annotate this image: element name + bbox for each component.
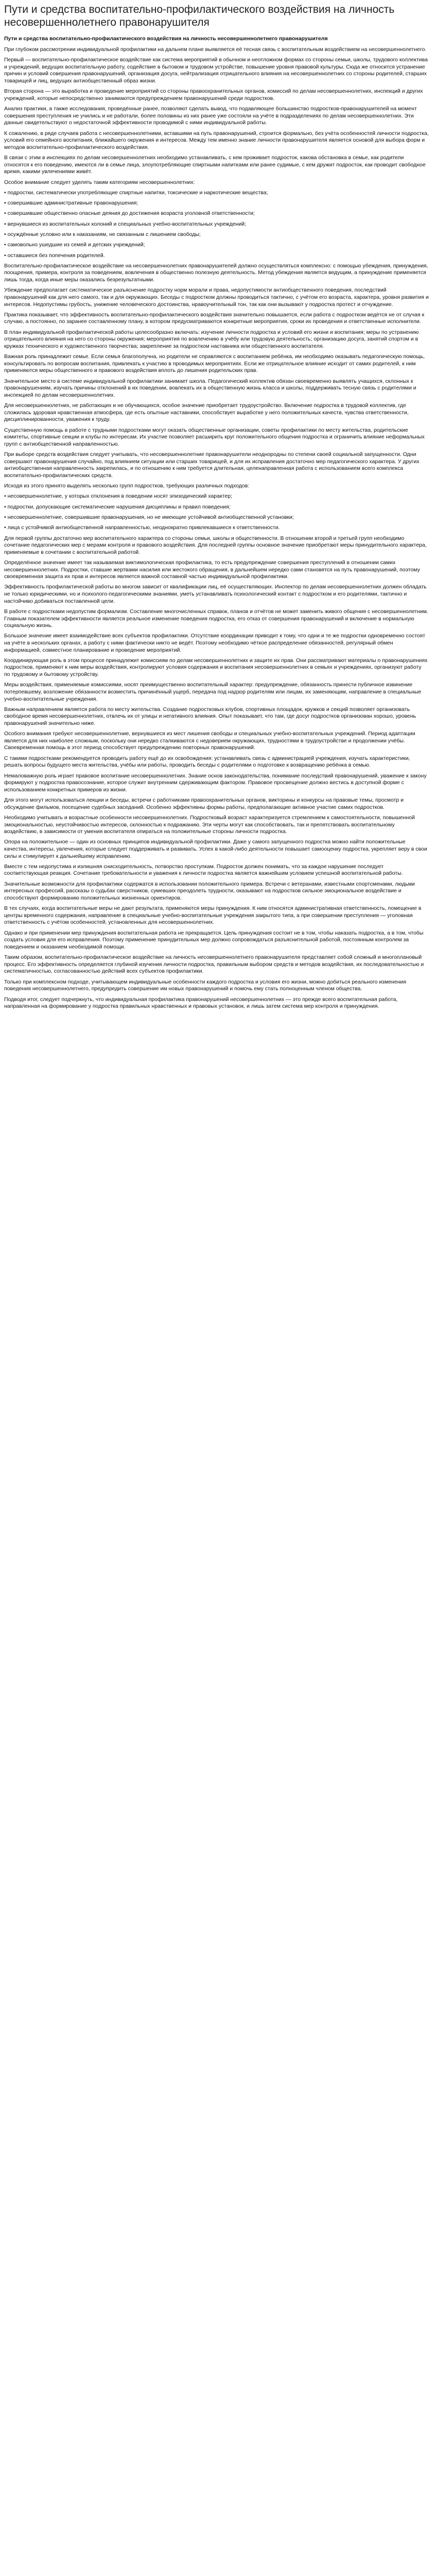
- paragraph: • несовершеннолетние, совершившие правонарушения, но не имеющие устойчивой антиобщественной установки;: [4, 514, 294, 520]
- paragraph: В работе с подростками недопустим формализм. Составление многочисленных справок, планов и отчётов не может заменить живого общения с несовершеннолетним. Главным показателем эффективности является реальное изменение поведения подростка, его отказ от совершения правонарушений и включение в нормальную социальную жизнь.: [4, 608, 428, 629]
- paragraph: • несовершеннолетние, у которых отклонения в поведении носят эпизодический характер;: [4, 493, 232, 500]
- paragraph: Подводя итог, следует подчеркнуть, что индивидуальная профилактика правонарушений несовершеннолетних — это прежде всего воспитательная работа, направленная на формирование у подростка правильных нравственных и правовых установок, и лишь затем система мер контроля и принуждения.: [4, 996, 398, 1010]
- paragraph: Однако и при применении мер принуждения воспитательная работа не прекращается. Цель принуждения состоит не в том, чтобы наказать подростка, а в том, чтобы создать условия для его исправления. Поэтому применение принудительных мер должно сопровождаться разъяснительной работой, постоянным контролем за поведением и оказанием необходимой помощи.: [4, 929, 424, 950]
- paragraph: Определённое значение имеет так называемая виктимологическая профилактика, то есть предупреждение совершения преступлений в отношении самих несовершеннолетних. Подростки, ставшие жертвами насилия или жестокого обращения, в дальнейшем нередко сами становятся на путь правонарушений, поэтому своевременная защита их прав и интересов является важной составной частью индивидуальной профилактики.: [4, 559, 420, 580]
- article-heading: Пути и средства воспитательно-профилактического воздействия на личность несовершеннолетнего правонарушителя: [4, 36, 328, 42]
- paragraph: Вторая сторона — это выработка и проведение мероприятий со стороны правоохранительных органов, комиссий по делам несовершеннолетних, инспекций и других учреждений, которые непосредственно занимаются предупреждением правонарушений среди подростков.: [4, 88, 423, 101]
- paragraph: Особое внимание следует уделять таким категориям несовершеннолетних:: [4, 179, 195, 185]
- paragraph: Для этого могут использоваться лекции и беседы, встречи с работниками правоохранительных органов, викторины и конкурсы на правовые темы, просмотр и обсуждение фильмов, посещение судебных заседаний. Особенно эффективны формы работы, предполагающие активное участие самих подростков.: [4, 797, 404, 810]
- paragraph: В план индивидуальной профилактической работы целесообразно включать: изучение личности подростка и условий его жизни и воспитания; меры по устранению отрицательного влияния на него со стороны окружения; мероприятия по вовлечению в учёбу или трудовую деятельность; организацию досуга, занятий спортом и в кружках технического и художественного творчества; закрепление за подростком наставника или общественного воспитателя.: [4, 329, 419, 349]
- paragraph: • лица с устойчивой антиобщественной направленностью, неоднократно привлекавшиеся к ответственности.: [4, 524, 280, 531]
- paragraph: Для несовершеннолетних, не работающих и не обучающихся, особое значение приобретает трудоустройство. Включение подростка в трудовой коллектив, где сложилась здоровая нравственная атмосфера, где есть опытные наставники, способствует выработке у него положительных качеств, чувства ответственности, дисциплинированности, уважения к труду.: [4, 402, 409, 423]
- paragraph: Важным направлением является работа по месту жительства. Создание подростковых клубов, спортивных площадок, кружков и секций позволяет организовать свободное время несовершеннолетних, отвлечь их от улицы и негативного влияния. Опыт показывает, что там, где досуг подростков организован хорошо, уровень правонарушений значительно ниже.: [4, 706, 416, 726]
- paragraph: Значительное место в системе индивидуальной профилактики занимает школа. Педагогический коллектив обязан своевременно выявлять учащихся, склонных к правонарушениям, изучать причины отклонений в их поведении, вовлекать их в общественную жизнь класса и школы, поддерживать тесную связь с родителями и инспекцией по делам несовершеннолетних.: [4, 378, 416, 398]
- paragraph: Первый — воспитательно-профилактическое воздействие как система мероприятий в обычном и неотложном формах со стороны семьи, школы, трудового коллектива и учреждений, ведущих воспитательную работу, содействие в бытовом и трудовом устройстве, повышение уровня правовой культуры. Сюда же относится устранение причин и условий совершения правонарушений, организация досуга, нейтрализация отрицательного влияния на несовершеннолетних со стороны родителей, старших товарищей и лиц, ведущих антиобщественный образ жизни.: [4, 57, 428, 84]
- paragraph: Исходя из этого принято выделять несколько групп подростков, требующих различных подходов:: [4, 483, 250, 489]
- paragraph: Анализ практики, а также исследования, проведённые ранее, позволяют сделать вывод, что подавляющее большинство подростков-правонарушителей на момент совершения преступления не учились и не работали, более половины из них ранее уже состояли на учёте в подразделениях по делам несовершеннолетних. Эти данные свидетельствуют о недостаточной эффективности проводимой с ними индивидуальной работы.: [4, 106, 417, 126]
- paragraph: • вернувшиеся из воспитательных колоний и специальных учебно-воспитательных учреждений;: [4, 221, 246, 227]
- paragraph: • осуждённые условно или к наказаниям, не связанным с лишением свободы;: [4, 231, 201, 238]
- page-title: Пути и средства воспитательно-профилактического воздействия на личность несовершеннолетнего правонарушителя: [4, 4, 395, 28]
- paragraph: Эффективность профилактической работы во многом зависит от квалификации лиц, её осуществляющих. Инспектор по делам несовершеннолетних должен обладать не только юридическими, но и психолого-педагогическими знаниями, уметь устанавливать психологический контакт с подростком и его родителями, тактично и настойчиво добиваться поставленной цели.: [4, 584, 427, 604]
- paragraph: Необходимо учитывать и возрастные особенности несовершеннолетних. Подростковый возраст характеризуется стремлением к самостоятельности, повышенной эмоциональностью, неустойчивостью интересов, склонностью к подражанию. Эти черты могут как способствовать, так и препятствовать воспитательному воздействию, в зависимости от умения воспитателя опираться на положительные стороны личности подростка.: [4, 814, 415, 835]
- article-body: [4, 46, 429, 1010]
- paragraph: • совершившие административные правонарушения;: [4, 200, 138, 207]
- paragraph: Значительные возможности для профилактики содержатся в использовании положительного примера. Встречи с ветеранами, известными спортсменами, людьми интересных профессий, рассказы о судьбах сверстников, сумевших преодолеть трудности, оказывают на подростков сильное эмоциональное воздействие и способствуют формированию положительных жизненных ориентиров.: [4, 880, 415, 901]
- paragraph: В тех случаях, когда воспитательные меры не дают результата, применяются меры принуждения. К ним относятся административная ответственность, помещение в центры временного содержания, направление в специальные учебно-воспитательные учреждения закрытого типа, а при совершении преступления — уголовная ответственность с учётом особенностей, установленных для несовершеннолетних.: [4, 905, 422, 926]
- paragraph: • подростки, допускающие систематические нарушения дисциплины и правил поведения;: [4, 503, 231, 510]
- paragraph: Особого внимания требуют несовершеннолетние, вернувшиеся из мест лишения свободы и специальных учебно-воспитательных учреждений. Период адаптации является для них наиболее сложным, поскольку они нередко сталкиваются с недоверием окружающих, трудностями в трудоустройстве и продолжении учёбы. Своевременная помощь в этот период способствует предупреждению повторных правонарушений.: [4, 731, 415, 751]
- paragraph: Таким образом, воспитательно-профилактическое воздействие на личность несовершеннолетнего правонарушителя представляет собой сложный и многоплановый процесс. Его эффективность определяется глубиной изучения личности подростка, правильным выбором средств и методов воздействия, их последовательностью и систематичностью, согласованностью действий всех субъектов профилактики.: [4, 954, 424, 975]
- paragraph: Воспитательно-профилактическое воздействие на несовершеннолетних правонарушителей должно осуществляться комплексно: с помощью убеждения, принуждения, поощрения, примера, контроля за поведением, вовлечения в общественно полезную деятельность. Метод убеждения является ведущим, а принуждение применяется лишь тогда, когда иные меры оказались безрезультатными.: [4, 262, 428, 283]
- paragraph: • оставшиеся без попечения родителей.: [4, 252, 105, 259]
- paragraph: Меры воздействия, применяемые комиссиями, носят преимущественно воспитательный характер: предупреждение, обязанность принести публичное извинение потерпевшему, возложение обязанности возместить причинённый ущерб, передача под надзор родителям или лицам, их заменяющим, направление в специальные учебно-воспитательные учреждения.: [4, 682, 422, 702]
- paragraph: Только при комплексном подходе, учитывающем индивидуальные особенности каждого подростка и условия его жизни, можно добиться реального изменения поведения несовершеннолетнего, предупредить совершение им новых правонарушений и помочь ему стать полноценным членом общества.: [4, 978, 407, 992]
- paragraph: • подростки, систематически употребляющие спиртные напитки, токсические и наркотические вещества;: [4, 189, 268, 196]
- paragraph: Существенную помощь в работе с трудными подростками могут оказать общественные организации, советы профилактики по месту жительства, родительские комитеты, спортивные секции и клубы по интересам. Их участие позволяет расширить круг положительного общения подростка и ограничить влияние неформальных групп с антиобщественной направленностью.: [4, 427, 425, 447]
- paragraph: Немаловажную роль играет правовое воспитание несовершеннолетних. Знание основ законодательства, понимание последствий правонарушений, уважение к закону формируют у подростка правосознание, которое служит внутренним сдерживающим фактором. Правовое просвещение должно вестись в доступной форме с использованием конкретных примеров из жизни.: [4, 772, 427, 793]
- paragraph: К сожалению, в ряде случаев работа с несовершеннолетними, вставшими на путь правонарушений, строится формально, без учёта особенностей личности подростка, условий его семейного воспитания, ближайшего окружения и интересов. Между тем именно знание личности правонарушителя является основой для выбора форм и методов воспитательно-профилактического воздействия.: [4, 130, 429, 150]
- paragraph: • совершившие общественно опасные деяния до достижения возраста уголовной ответственности;: [4, 210, 255, 217]
- paragraph: Координирующая роль в этом процессе принадлежит комиссиям по делам несовершеннолетних и защите их прав. Они рассматривают материалы о правонарушениях подростков, применяют к ним меры воздействия, контролируют условия содержания и воспитания несовершеннолетних в семьях и учреждениях, организуют работу по трудовому и бытовому устройству.: [4, 657, 428, 678]
- paragraph: С такими подростками рекомендуется проводить работу ещё до их освобождения: устанавливать связь с администрацией учреждения, изучать характеристики, решать вопросы будущего места жительства, учёбы или работы, проводить беседы с родителями о подготовке к возвращению ребёнка в семью.: [4, 755, 410, 769]
- paragraph: В связи с этим в инспекциях по делам несовершеннолетних необходимо устанавливать, с кем проживает подросток, какова обстановка в семье, как родители относятся к его поведению, имеются ли в семье лица, злоупотребляющие спиртными напитками или ранее судимые, с кем дружит подросток, как проводит свободное время, какими увлечениями живёт.: [4, 155, 426, 175]
- paragraph: При выборе средств воздействия следует учитывать, что несовершеннолетние правонарушители неоднородны по степени своей социальной запущенности. Одни совершают правонарушения случайно, под влиянием ситуации или старших товарищей, и для их исправления достаточно мер педагогического характера. У других антиобщественная направленность закрепилась, и по отношению к ним требуется длительная, целенаправленная работа с использованием всего комплекса воспитательно-профилактических средств.: [4, 451, 420, 479]
- paragraph: Для первой группы достаточно мер воспитательного характера со стороны семьи, школы и общественности. В отношении второй и третьей групп необходимо сочетание педагогических мер с мерами контроля и правового воздействия. Для последней группы основное значение приобретают меры принудительного характера, применяемые в сочетании с воспитательной работой.: [4, 535, 427, 555]
- paragraph: • самовольно ушедшие из семей и детских учреждений;: [4, 242, 145, 248]
- paragraph: Важная роль принадлежит семье. Если семья благополучна, но родители не справляются с воспитанием ребёнка, им необходимо оказывать педагогическую помощь, консультировать по вопросам воспитания, привлекать к участию в проводимых мероприятиях. Если же отрицательное влияние исходит от самих родителей, к ним применяются меры общественного и правового воздействия вплоть до лишения родительских прав.: [4, 353, 425, 374]
- paragraph: Опора на положительное — один из основных принципов индивидуальной профилактики. Даже у самого запущенного подростка можно найти положительные качества, интересы, увлечения, которые следует поддерживать и развивать. Успех в какой-либо деятельности повышает самооценку подростка, укрепляет веру в свои силы и стимулирует к дальнейшему исправлению.: [4, 839, 427, 859]
- paragraph: Вместе с тем недопустима и излишняя снисходительность, потворство проступкам. Подросток должен понимать, что за каждое нарушение последует соответствующая реакция. Сочетание требовательности и уважения к личности подростка является важнейшим условием успешной воспитательной работы.: [4, 863, 403, 877]
- paragraph: Практика показывает, что эффективность воспитательно-профилактического воздействия значительно повышается, если работа с подростком ведётся не от случая к случаю, а постоянно, по заранее составленному плану, в котором предусматриваются конкретные мероприятия, сроки их проведения и ответственные исполнители.: [4, 311, 425, 325]
- paragraph: При глубоком рассмотрении индивидуальной профилактики на дальнем плане выявляется её тесная связь с воспитательным воздействием на несовершеннолетнего.: [4, 46, 427, 53]
- paragraph: Убеждение предполагает систематическое разъяснение подростку норм морали и права, недопустимости антиобщественного поведения, последствий правонарушений как для него самого, так и для окружающих. Беседы с подростком должны проводиться тактично, с учётом его возраста, характера, уровня развития и интересов. Недопустимы грубость, унижение человеческого достоинства, нравоучительный тон, так как они вызывают у подростка протест и отчуждение.: [4, 287, 429, 308]
- paragraph: Большое значение имеет взаимодействие всех субъектов профилактики. Отсутствие координации приводит к тому, что одни и те же подростки одновременно состоят на учёте в нескольких органах, а работу с ними фактически никто не ведёт. Поэтому необходимо чёткое распределение обязанностей, регулярный обмен информацией, совместное планирование и проведение мероприятий.: [4, 633, 426, 653]
